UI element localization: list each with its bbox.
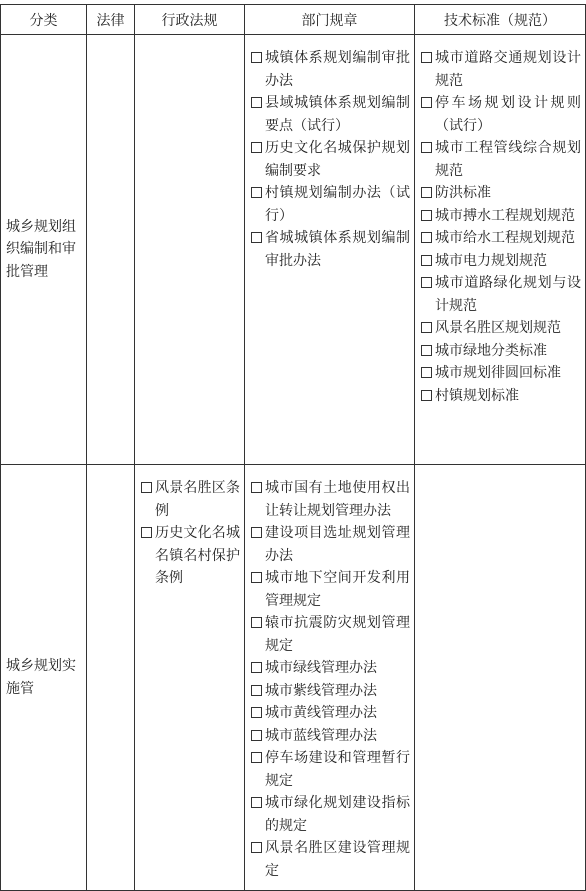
- list-item-label: 城市国有土地使用权出让转让规划管理办法: [265, 480, 410, 519]
- header-law: 法律: [87, 5, 135, 35]
- list-item: [421, 317, 581, 340]
- checkbox-square-icon: [251, 730, 262, 741]
- list-item-label: 城镇体系规划编制审批办法: [265, 50, 410, 89]
- list-item: [251, 137, 410, 182]
- checkbox-square-icon: [141, 482, 152, 493]
- checkbox-square-icon: [421, 232, 432, 243]
- checkbox-square-icon: [421, 52, 432, 63]
- checkbox-square-icon: [251, 187, 262, 198]
- list-item: [421, 362, 581, 385]
- list-item-label: 省城城镇体系规划编制审批办法: [265, 230, 410, 269]
- regulations-cell: [135, 465, 245, 891]
- checkbox-square-icon: [251, 232, 262, 243]
- checkbox-square-icon: [421, 187, 432, 198]
- list-item-label: 城市工程管线综合规划规范: [435, 140, 581, 179]
- list-item-label: 停车场规划设计规则（试行）: [435, 95, 581, 134]
- list-item: [251, 612, 410, 657]
- rules-cell: [245, 35, 415, 465]
- list-item: [251, 725, 410, 748]
- header-departmental-rules: 部门规章: [245, 5, 415, 35]
- checkbox-square-icon: [421, 390, 432, 401]
- list-item: [421, 205, 581, 228]
- list-item-label: 城市电力规划规范: [435, 252, 547, 269]
- list-item: [251, 92, 410, 137]
- list-item: [251, 567, 410, 612]
- list-item: [421, 250, 581, 273]
- list-item-label: 城市道路交通规划设计规范: [435, 50, 581, 89]
- checkbox-square-icon: [251, 527, 262, 538]
- list-item: [251, 747, 410, 792]
- table-row: [1, 35, 586, 465]
- checkbox-square-icon: [421, 345, 432, 356]
- list-item: [141, 477, 240, 522]
- list-item: [421, 272, 581, 317]
- checkbox-square-icon: [421, 255, 432, 266]
- list-item: [251, 657, 410, 680]
- checkbox-square-icon: [251, 97, 262, 108]
- list-item: [421, 92, 581, 137]
- list-item-label: 村镇规划编制办法（试行）: [265, 185, 410, 224]
- checkbox-square-icon: [251, 842, 262, 853]
- list-item-label: 辕市抗震防灾规划管理规定: [265, 615, 410, 654]
- list-item-label: 城市规划徘圆回标准: [435, 365, 561, 381]
- law-cell: [87, 465, 135, 891]
- list-item: [141, 522, 240, 590]
- list-item: [251, 522, 410, 567]
- list-item: [251, 182, 410, 227]
- header-administrative-regulations: 行政法规: [135, 5, 245, 35]
- list-item-label: 城市绿线管理办法: [265, 660, 377, 676]
- checkbox-square-icon: [421, 277, 432, 288]
- list-item-label: 城市黄线管理办法: [265, 705, 377, 721]
- checkbox-square-icon: [251, 482, 262, 493]
- checkbox-square-icon: [421, 367, 432, 378]
- list-item-label: 村镇规划标准: [435, 387, 519, 404]
- header-category: 分类: [1, 5, 87, 35]
- list-item: [421, 182, 581, 205]
- checkbox-square-icon: [421, 97, 432, 108]
- list-item: [251, 47, 410, 92]
- category-cell: 城乡规划实施管: [1, 465, 87, 891]
- list-item-label: 风景名胜区条例: [155, 480, 240, 519]
- list-item: [421, 340, 581, 363]
- checkbox-square-icon: [251, 752, 262, 763]
- list-item: [251, 680, 410, 703]
- header-row: [1, 5, 586, 35]
- checkbox-square-icon: [251, 797, 262, 808]
- checkbox-square-icon: [141, 527, 152, 538]
- list-item-label: 城市绿化规划建设指标的规定: [265, 795, 410, 834]
- list-item: [251, 702, 410, 725]
- category-cell: 城乡规划组织编制和审批管理: [1, 35, 87, 465]
- list-item: [421, 47, 581, 92]
- checkbox-square-icon: [421, 210, 432, 221]
- list-item-label: 城市蓝线管理办法: [265, 727, 377, 744]
- checkbox-square-icon: [251, 685, 262, 696]
- list-item-label: 风景名胜区规划规范: [435, 320, 561, 336]
- checkbox-square-icon: [251, 572, 262, 583]
- standards-cell: [415, 35, 586, 465]
- list-item: [251, 837, 410, 882]
- law-cell: [87, 35, 135, 465]
- rules-cell: [245, 465, 415, 891]
- checkbox-square-icon: [251, 142, 262, 153]
- list-item: [421, 137, 581, 182]
- regulations-cell: [135, 35, 245, 465]
- list-item: [421, 385, 581, 408]
- checkbox-square-icon: [421, 142, 432, 153]
- list-item-label: 城市地下空间开发利用管理规定: [265, 570, 410, 609]
- checkbox-square-icon: [251, 662, 262, 673]
- checkbox-square-icon: [251, 617, 262, 628]
- header-technical-standards: 技术标准（规范）: [415, 5, 586, 35]
- list-item-label: 停车场建设和管理暂行规定: [265, 750, 410, 789]
- table-row: [1, 465, 586, 891]
- checkbox-square-icon: [251, 707, 262, 718]
- list-item-label: 建设项目选址规划管理办法: [265, 525, 410, 564]
- list-item-label: 历史文化名城保护规划编制要求: [265, 140, 410, 179]
- checkbox-square-icon: [421, 322, 432, 333]
- list-item: [251, 477, 410, 522]
- list-item: [421, 227, 581, 250]
- list-item-label: 防洪标准: [435, 185, 491, 201]
- regulation-table: [0, 4, 586, 891]
- list-item-label: 县域城镇体系规划编制要点（试行）: [265, 95, 410, 134]
- list-item-label: 历史文化名城名镇名村保护条例: [155, 525, 240, 586]
- list-item-label: 城市搏水工程规划规范: [435, 207, 575, 224]
- list-item-label: 城市绿地分类标准: [435, 342, 547, 359]
- list-item-label: 城市道路绿化规划与设计规范: [435, 275, 581, 314]
- checkbox-square-icon: [251, 52, 262, 63]
- standards-cell: [415, 465, 586, 891]
- list-item: [251, 792, 410, 837]
- list-item: [251, 227, 410, 272]
- list-item-label: 城市给水工程规划规范: [435, 230, 575, 246]
- list-item-label: 城市紫线管理办法: [265, 682, 377, 699]
- list-item-label: 风景名胜区建设管理规定: [265, 840, 410, 879]
